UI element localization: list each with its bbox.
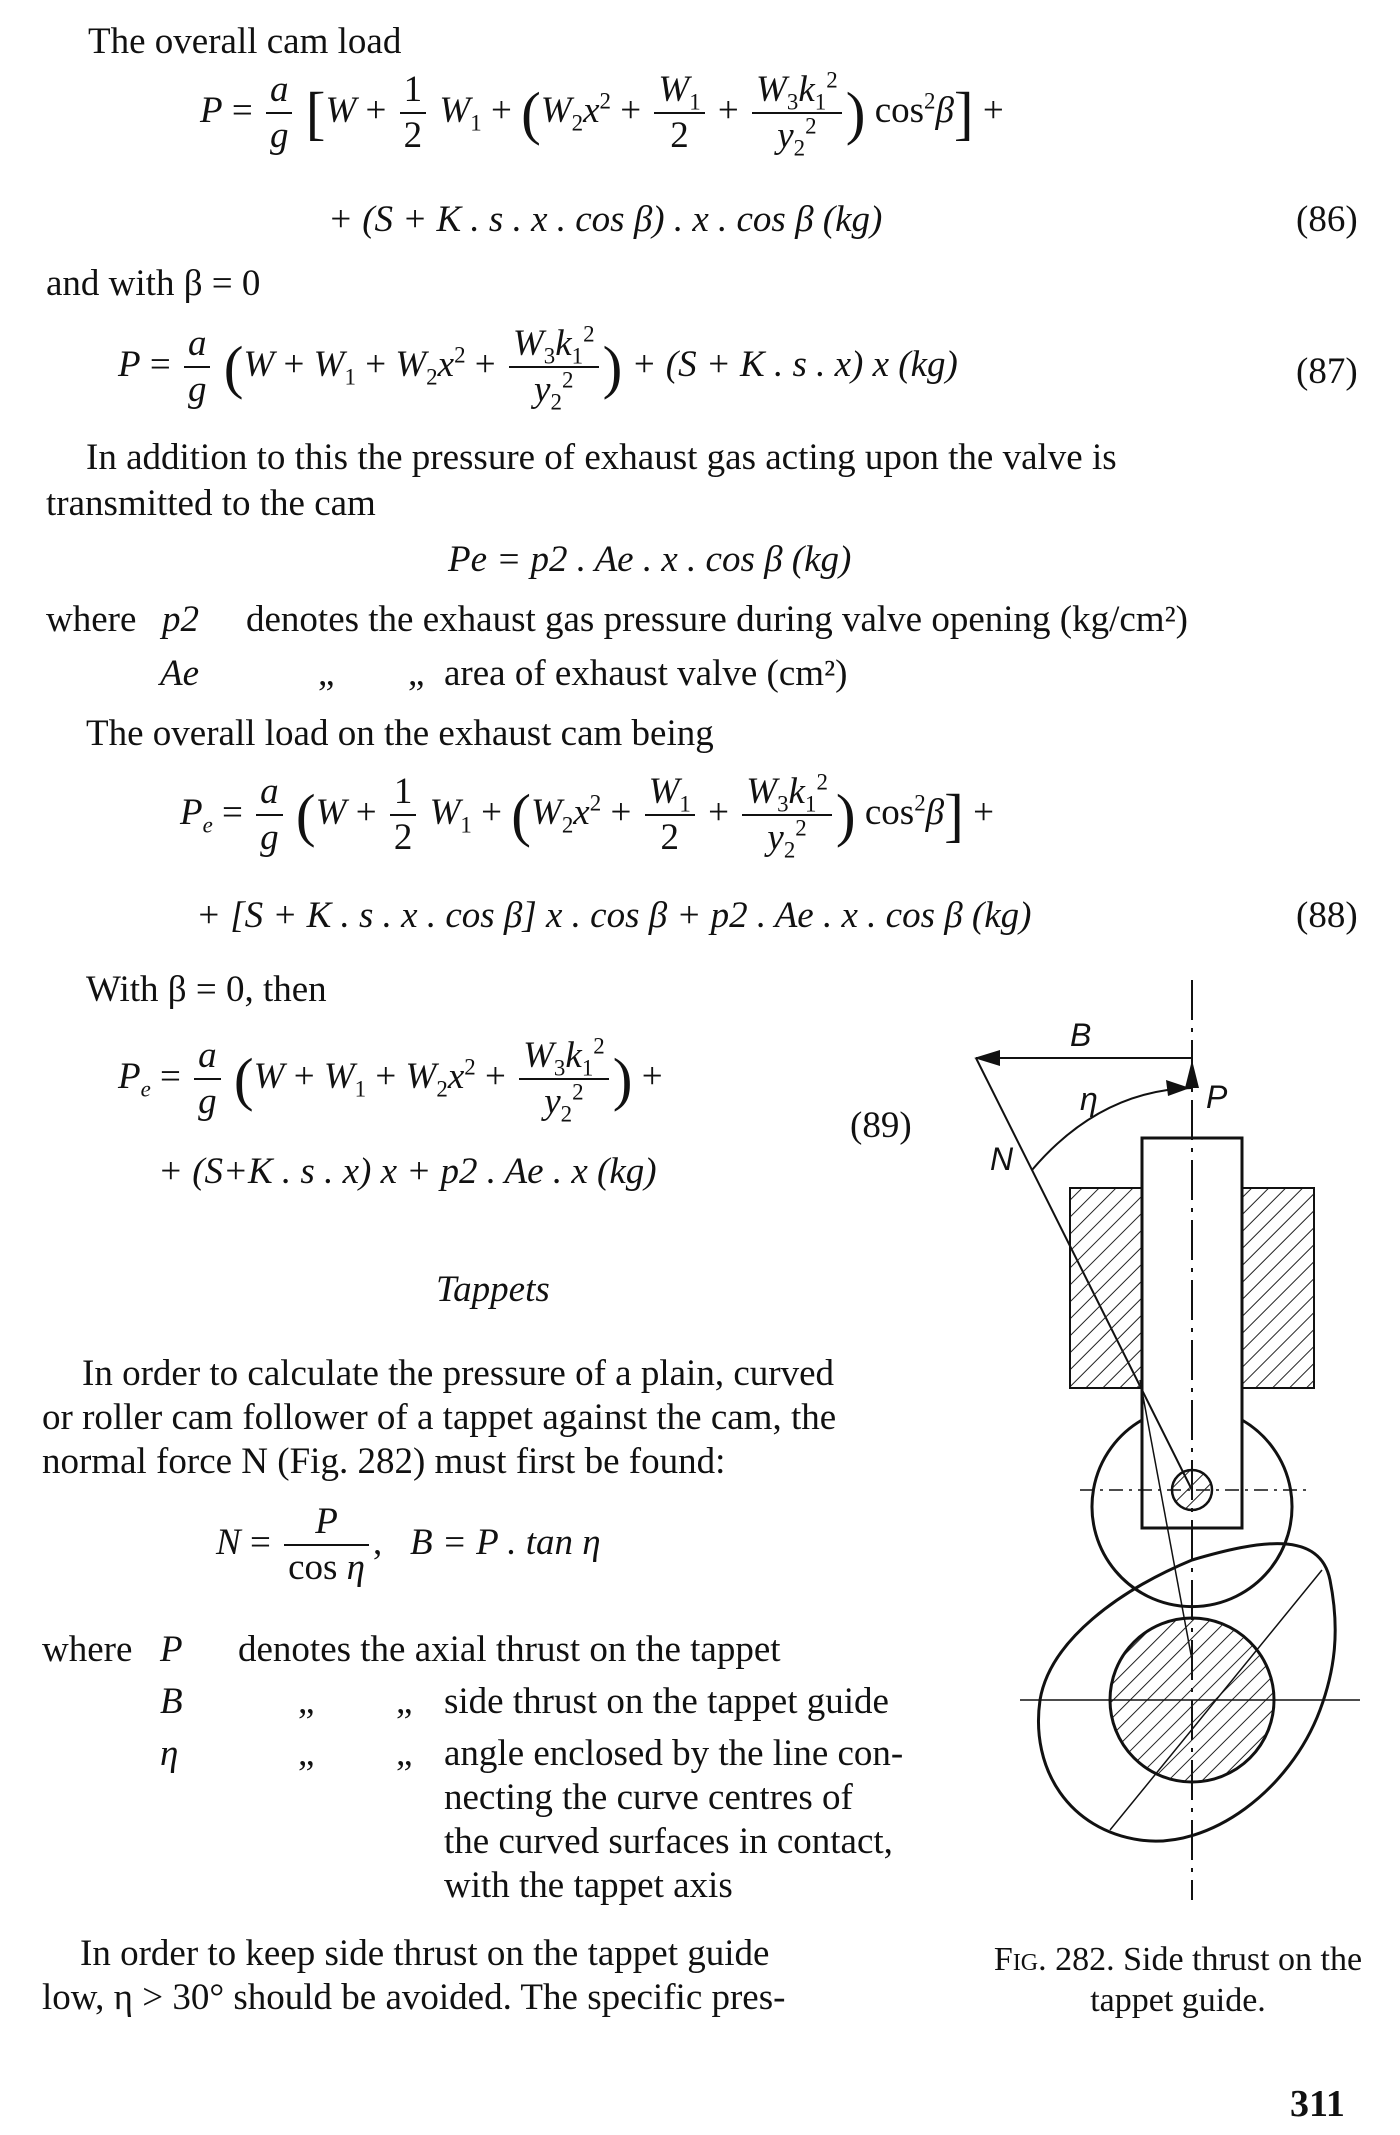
p-description: denotes the axial thrust on the tappet	[238, 1629, 781, 1670]
force-p-arrowhead	[1185, 1060, 1199, 1088]
equation-88-line1: $P_e$ = $\frac{a}{g}$ (W + $\frac{1}{2}$ $W_1 + (W_2x^2$ + $\frac{W_1}{2}$ + $\frac{W_3k_1^2}{y_2^2}$ ) $\cos^2\beta$] +	[180, 769, 994, 863]
tappets-paragraph-line1: In order to calculate the pressure of a plain, curved	[82, 1353, 834, 1394]
guide-right-hatching	[1242, 1188, 1314, 1388]
with-beta-zero: With β = 0, then	[86, 969, 327, 1010]
and-with-beta: and with β = 0	[46, 263, 261, 304]
eta-description-line2: necting the curve centres of	[444, 1777, 853, 1818]
equation-87: P = $\frac{a}{g}$ ($W + W_1 + W_2x^2$ + $\frac{W_3k_1^2}{y_2^2}$ ) + (S + K . s . x) x (kg)	[118, 321, 958, 415]
where-word: where	[42, 1629, 133, 1670]
section-heading-tappets: Tappets	[436, 1269, 550, 1310]
figure-282-tappet-diagram	[960, 970, 1380, 1910]
eta-ditto-2: „	[396, 1733, 413, 1774]
b-symbol: B	[160, 1681, 183, 1722]
pe-equation: Pe = p2 . Ae . x . cos β (kg)	[448, 539, 852, 580]
equation-88-line2: + [S + K . s . x . cos β] x . cos β + p2 . Ae . x . cos β (kg)	[196, 895, 1032, 936]
eta-symbol: η	[160, 1733, 179, 1774]
b-description: side thrust on the tappet guide	[444, 1681, 889, 1722]
eta-description-line4: with the tappet axis	[444, 1865, 733, 1906]
equation-89-number: (89)	[850, 1105, 912, 1146]
label-b: B	[1070, 1017, 1092, 1053]
eta-angle-arc	[1032, 1088, 1192, 1170]
addition-line1: In addition to this the pressure of exhaust gas acting upon the valve is	[86, 437, 1117, 478]
ae-ditto-1: „	[318, 653, 335, 694]
figure-caption-prefix: Fig.	[993, 1941, 1047, 1978]
ae-ditto-2: „	[408, 653, 425, 694]
tappet-equation-b: B = P . tan η	[410, 1521, 601, 1563]
where-p2-word: where	[46, 599, 137, 640]
guide-left-hatching	[1070, 1188, 1142, 1388]
ae-description: area of exhaust valve (cm²)	[444, 653, 848, 694]
page-number: 311	[1290, 2083, 1345, 2125]
final-paragraph-line1: In order to keep side thrust on the tappet guide	[80, 1933, 770, 1974]
ae-symbol: Ae	[160, 653, 200, 694]
overall-exhaust-line: The overall load on the exhaust cam being	[86, 713, 714, 754]
eta-description-line3: the curved surfaces in contact,	[444, 1821, 893, 1862]
b-ditto-1: „	[298, 1681, 315, 1722]
p2-description: denotes the exhaust gas pressure during valve opening (kg/cm²)	[246, 599, 1189, 640]
roller-pin	[1172, 1470, 1212, 1510]
label-p: P	[1206, 1079, 1228, 1115]
figure-caption-text: 282. Side thrust on the tappet guide.	[1046, 1941, 1363, 2019]
equation-87-tail: + (S + K . s . x) x (kg)	[631, 343, 958, 385]
tappets-paragraph-line3: normal force N (Fig. 282) must first be found:	[42, 1441, 726, 1482]
label-eta: η	[1080, 1081, 1098, 1117]
equation-86-number: (86)	[1296, 199, 1358, 240]
eta-ditto-1: „	[298, 1733, 315, 1774]
equation-87-number: (87)	[1296, 351, 1358, 392]
equation-88-number: (88)	[1296, 895, 1358, 936]
addition-line2: transmitted to the cam	[46, 483, 376, 524]
equation-86-line2: + (S + K . s . x . cos β) . x . cos β (kg)	[328, 199, 883, 240]
figure-caption	[988, 1940, 1368, 2022]
equation-86-line1: P = $\frac{a}{g}$ [W + $\frac{1}{2}$ $W_1 + (W_2x^2$ + $\frac{W_1}{2}$ + $\frac{W_3k_1^2}{y_2^2}$ ) $\cos^2\beta$] +	[200, 67, 1004, 161]
tappet-roller-housing	[1092, 1420, 1292, 1607]
intro-line: The overall cam load	[88, 21, 402, 62]
p2-symbol: p2	[162, 599, 199, 640]
label-n: N	[990, 1141, 1014, 1177]
equation-89-line1: $P_e$ = $\frac{a}{g}$ ($W + W_1 + W_2x^2$ + $\frac{W_3k_1^2}{y_2^2}$ ) +	[118, 1033, 663, 1127]
tappet-equation: N = $\frac{P}{\text{cos η}}$ , B = P . tan η	[216, 1501, 601, 1589]
b-ditto-2: „	[396, 1681, 413, 1722]
final-paragraph-line2: low, η > 30° should be avoided. The specific pres-	[42, 1977, 786, 2018]
equation-89-line2: + (S+K . s . x) x + p2 . Ae . x (kg)	[158, 1151, 657, 1192]
eta-description-line1: angle enclosed by the line con-	[444, 1733, 904, 1774]
p-symbol: P	[160, 1629, 183, 1670]
tappets-paragraph-line2: or roller cam follower of a tappet against the cam, the	[42, 1397, 837, 1438]
